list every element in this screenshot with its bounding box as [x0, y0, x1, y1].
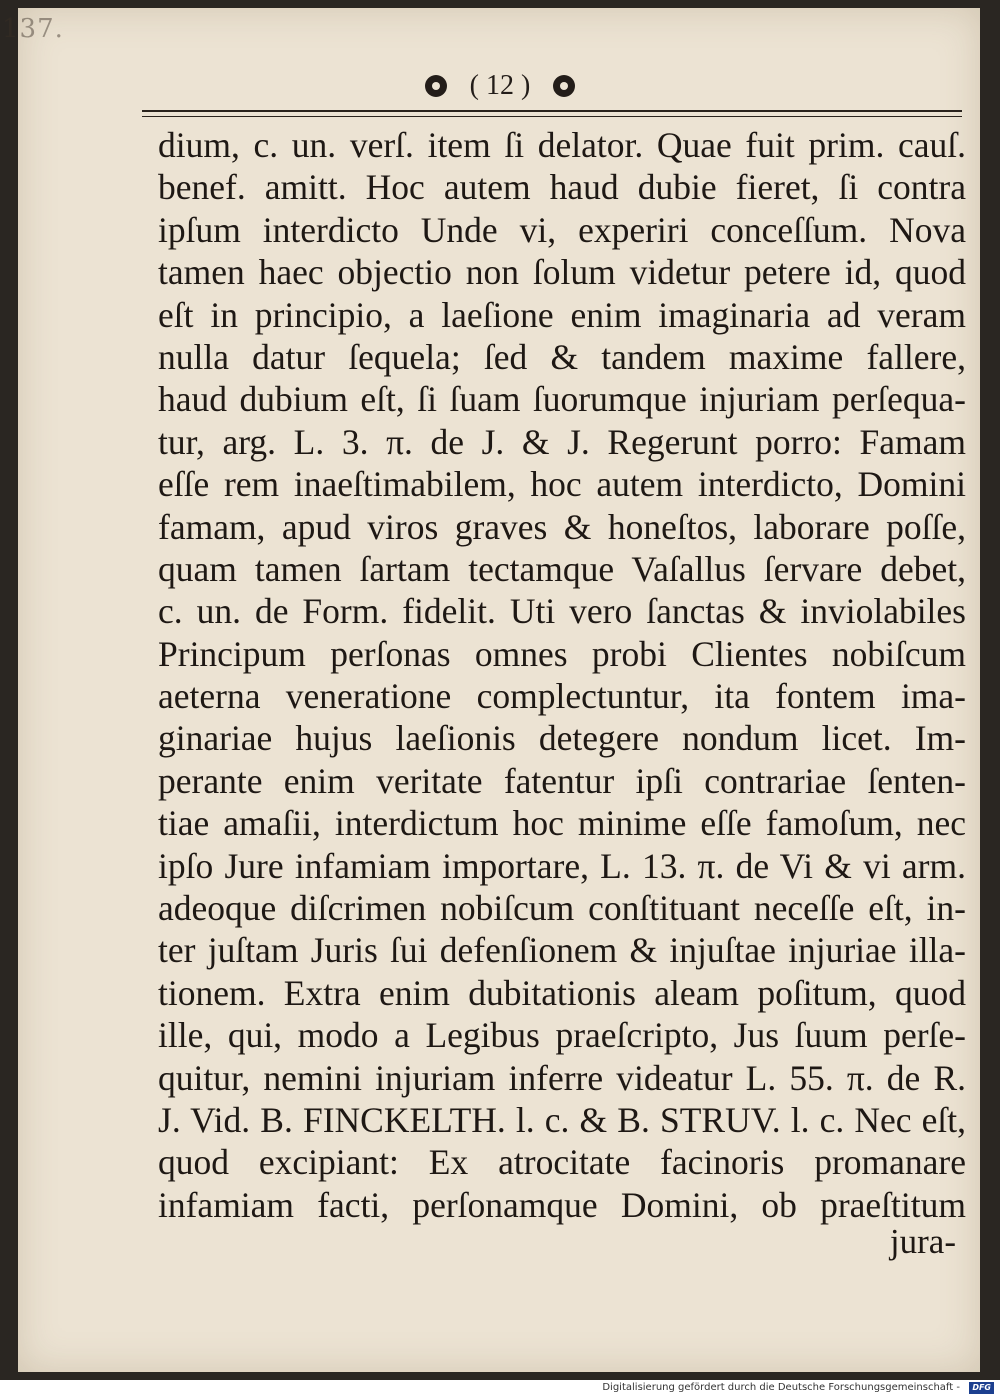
text-line: c. un. de Form. fidelit. Uti vero ſanctas & inviolabiles — [158, 591, 966, 632]
text-line: infamiam facti, perſonamque Domini, ob praeſtitum — [158, 1184, 966, 1225]
dfg-logo: DFG — [969, 1382, 994, 1394]
right-ornament-icon — [553, 75, 575, 97]
header-rule-thin — [142, 116, 962, 117]
text-line: tamen haec objectio non ſolum videtur petere id, quod — [158, 252, 966, 293]
text-line: ipſum interdicto Unde vi, experiri conceſſum. Nova — [158, 209, 966, 250]
digitization-credit: Digitalisierung gefördert durch die Deutsche Forschungsgemeinschaft - — [602, 1382, 960, 1393]
text-line: tur, arg. L. 3. π. de J. & J. Regerunt porro: Famam — [158, 421, 966, 462]
text-line: Principum perſonas omnes probi Clientes nobiſcum — [158, 633, 966, 674]
text-line: eſſe rem inaeſtimabilem, hoc autem interdicto, Domini — [158, 464, 966, 505]
text-line: dium, c. un. verſ. item ſi delator. Quae fuit prim. cauſ. — [158, 125, 966, 165]
catchword: jura- — [889, 1222, 956, 1261]
text-line: ginariae hujus laeſionis detegere nondum licet. Im- — [158, 718, 966, 759]
text-line: benef. amitt. Hoc autem haud dubie fieret, ſi contra — [158, 167, 966, 208]
text-line: quam tamen ſartam tectamque Vaſallus ſervare debet, — [158, 548, 966, 589]
header-rule — [142, 110, 962, 112]
text-line: famam, apud viros graves & honeſtos, laborare poſſe, — [158, 506, 966, 547]
text-line: quod excipiant: Ex atrocitate facinoris promanare — [158, 1142, 966, 1183]
footer-bar — [0, 1380, 1000, 1397]
left-ornament-icon — [425, 75, 447, 97]
text-line: eſt in principio, a laeſione enim imaginaria ad veram — [158, 294, 966, 335]
page-header — [0, 70, 1000, 102]
text-line: ipſo Jure infamiam importare, L. 13. π. de Vi & vi arm. — [158, 845, 966, 886]
body-text — [158, 124, 966, 1226]
corner-mark: 137. — [2, 14, 64, 44]
text-line: tiae amaſii, interdictum hoc minime eſſe famoſum, nec — [158, 803, 966, 844]
page-number: ( 12 ) — [469, 70, 531, 101]
text-line: aeterna veneratione complectuntur, ita fontem ima- — [158, 676, 966, 717]
text-line: adeoque diſcrimen nobiſcum conſtituant neceſſe eſt, in- — [158, 888, 966, 929]
text-line: ter juſtam Juris ſui defenſionem & injuſtae injuriae illa- — [158, 930, 966, 971]
text-line: J. Vid. B. FINCKELTH. l. c. & B. STRUV. l. c. Nec eſt, — [158, 1099, 966, 1140]
text-line: haud dubium eſt, ſi ſuam ſuorumque injuriam perſequa- — [158, 379, 966, 420]
text-line: perante enim veritate fatentur ipſi contrariae ſenten- — [158, 760, 966, 801]
text-line: quitur, nemini injuriam inferre videatur L. 55. π. de R. — [158, 1057, 966, 1098]
text-line: ille, qui, modo a Legibus praeſcripto, Jus ſuum perſe- — [158, 1015, 966, 1056]
text-line: nulla datur ſequela; ſed & tandem maxime fallere, — [158, 336, 966, 377]
text-line: tionem. Extra enim dubitationis aleam poſitum, quod — [158, 972, 966, 1013]
